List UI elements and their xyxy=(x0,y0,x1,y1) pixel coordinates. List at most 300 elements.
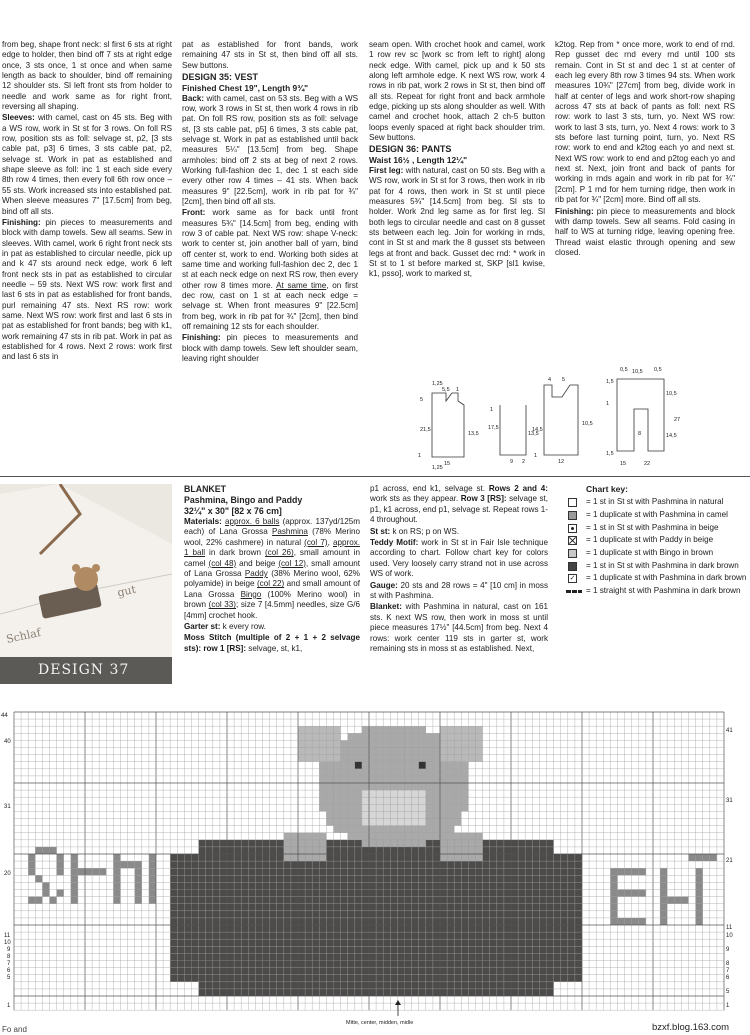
chart-cell-grey xyxy=(397,762,404,769)
chart-cell-dark xyxy=(383,897,390,904)
chart-cell-dark xyxy=(554,925,561,932)
chart-cell-grey xyxy=(355,833,362,840)
chart-cell-dark xyxy=(412,925,419,932)
chart-cell-dark xyxy=(539,975,546,982)
chart-cell-dark xyxy=(511,861,518,868)
design-36-heading: DESIGN 36: PANTS xyxy=(369,144,452,155)
chart-cell-grey xyxy=(440,840,447,847)
chart-cell-grey xyxy=(369,726,376,733)
chart-cell-grey xyxy=(461,755,468,762)
chart-cell-dark xyxy=(539,918,546,925)
chart-cell-dark xyxy=(263,897,270,904)
chart-cell-dark xyxy=(483,890,490,897)
chart-cell-dark xyxy=(192,911,199,918)
chart-cell-dark xyxy=(298,982,305,989)
chart-cell-dark xyxy=(206,982,213,989)
chart-cell-dark xyxy=(497,953,504,960)
chart-cell-dark xyxy=(518,868,525,875)
chart-cell-letter xyxy=(618,918,625,925)
chart-cell-dark xyxy=(383,868,390,875)
chart-cell-dark xyxy=(341,904,348,911)
chart-cell-dark xyxy=(255,989,262,996)
chart-cell-dark xyxy=(547,925,554,932)
chart-cell-dark xyxy=(440,918,447,925)
chart-cell-dark xyxy=(319,911,326,918)
chart-cell-dark xyxy=(412,904,419,911)
chart-cell-dark xyxy=(547,897,554,904)
chart-cell-grey xyxy=(334,811,341,818)
section-divider xyxy=(0,476,750,477)
chart-cell-grey xyxy=(454,811,461,818)
chart-cell-dark xyxy=(405,875,412,882)
chart-cell-dark xyxy=(298,975,305,982)
chart-cell-dark xyxy=(539,854,546,861)
chart-cell-dark xyxy=(539,840,546,847)
chart-cell-grey xyxy=(334,740,341,747)
chart-cell-grey xyxy=(383,826,390,833)
chart-cell-dark xyxy=(454,946,461,953)
chart-cell-dark xyxy=(355,975,362,982)
chart-cell-dark xyxy=(518,946,525,953)
chart-cell-light xyxy=(362,797,369,804)
chart-cell-grey xyxy=(319,847,326,854)
chart-cell-dark xyxy=(419,961,426,968)
chart-cell-grey xyxy=(440,740,447,747)
chart-cell-dark xyxy=(291,861,298,868)
chart-cell-light xyxy=(390,790,397,797)
chart-cell-dark xyxy=(369,847,376,854)
chart-cell-dark xyxy=(405,854,412,861)
chart-cell-dark xyxy=(376,975,383,982)
chart-cell-dark xyxy=(220,975,227,982)
chart-key xyxy=(566,484,750,684)
chart-cell-dark xyxy=(234,961,241,968)
chart-cell-dark xyxy=(490,953,497,960)
chart-cell-letter xyxy=(113,854,120,861)
grey-square-icon xyxy=(568,511,577,520)
chart-cell-dark xyxy=(532,918,539,925)
chart-cell-dark xyxy=(504,904,511,911)
chart-cell-dark xyxy=(412,868,419,875)
chart-cell-dark xyxy=(433,939,440,946)
chart-cell-dark xyxy=(532,968,539,975)
chart-cell-grey xyxy=(326,797,333,804)
chart-cell-dark xyxy=(255,904,262,911)
chart-cell-dark xyxy=(362,882,369,889)
chart-cell-dark xyxy=(348,868,355,875)
chart-cell-dark xyxy=(518,861,525,868)
chart-cell-dark xyxy=(490,847,497,854)
chart-cell-dark xyxy=(461,932,468,939)
chart-cell-dark xyxy=(497,968,504,975)
chart-cell-dark xyxy=(334,897,341,904)
chart-cell-grey xyxy=(461,854,468,861)
chart-cell-dark xyxy=(490,840,497,847)
chart-cell-grey xyxy=(291,847,298,854)
chart-cell-dark xyxy=(575,925,582,932)
chart-cell-letter xyxy=(71,890,78,897)
chart-cell-grey xyxy=(447,769,454,776)
chart-cell-dark xyxy=(426,968,433,975)
chart-cell-dark xyxy=(561,911,568,918)
chart-cell-dark xyxy=(170,946,177,953)
chart-cell-dark xyxy=(419,890,426,897)
chart-cell-dark xyxy=(263,868,270,875)
chart-cell-dark xyxy=(454,982,461,989)
chart-cell-dark xyxy=(355,904,362,911)
chart-cell-dark xyxy=(348,875,355,882)
chart-cell-dark xyxy=(554,961,561,968)
chart-cell-dark xyxy=(177,946,184,953)
chart-cell-dark xyxy=(511,854,518,861)
chart-cell-letter xyxy=(660,904,667,911)
chart-cell-dark xyxy=(511,953,518,960)
chart-cell-grey xyxy=(362,769,369,776)
chart-cell-grey xyxy=(412,776,419,783)
chart-cell-dark xyxy=(497,904,504,911)
chart-cell-dark xyxy=(305,982,312,989)
chart-cell-grey xyxy=(447,762,454,769)
chart-cell-dark xyxy=(518,953,525,960)
chart-cell-dark xyxy=(468,953,475,960)
chart-cell-dark xyxy=(532,854,539,861)
chart-cell-grey xyxy=(440,762,447,769)
chart-cell-dark xyxy=(348,975,355,982)
chart-cell-dark xyxy=(298,890,305,897)
chart-cell-dark xyxy=(561,854,568,861)
chart-cell-dark xyxy=(284,897,291,904)
chart-cell-light xyxy=(369,804,376,811)
chart-cell-grey xyxy=(440,847,447,854)
chart-cell-dark xyxy=(504,939,511,946)
chart-cell-dark xyxy=(476,925,483,932)
chart-cell-dark xyxy=(483,975,490,982)
chart-cell-letter xyxy=(632,918,639,925)
chart-cell-dark xyxy=(390,939,397,946)
chart-cell-dark xyxy=(397,918,404,925)
chart-key-title: Chart key: xyxy=(586,484,629,494)
chart-cell-dark xyxy=(390,918,397,925)
chart-cell-grey xyxy=(305,740,312,747)
chart-cell-grey xyxy=(433,769,440,776)
chart-cell-dark xyxy=(277,925,284,932)
chart-cell-dark xyxy=(341,847,348,854)
chart-cell-dark xyxy=(468,982,475,989)
chart-cell-grey xyxy=(312,840,319,847)
row-label-left: 7 xyxy=(7,961,11,967)
chart-cell-dark xyxy=(547,875,554,882)
chart-cell-dark xyxy=(199,946,206,953)
chart-cell-dark xyxy=(483,854,490,861)
chart-cell-dark xyxy=(184,890,191,897)
paragraph: from beg, shape front neck: sl first 6 sts at right edge to holder, then bind off 7 sts at right edge once, 3 sts once, 1 st once and when same length as back to shoulder, bind off remaining 12 shoulder sts. Sl left front sts from holder to needle and work same as for right front, reversing all shaping. xyxy=(2,40,172,112)
chart-cell-dark xyxy=(525,897,532,904)
chart-cell-dark xyxy=(539,904,546,911)
chart-cell-dark xyxy=(419,904,426,911)
chart-cell-grey xyxy=(334,776,341,783)
chart-cell-dark xyxy=(554,854,561,861)
chart-cell-grey xyxy=(461,726,468,733)
dim-label: 17,5 xyxy=(488,425,499,431)
chart-cell-dark xyxy=(397,875,404,882)
materials-paragraph: Materials: approx. 6 balls (approx. 137yd/125m each) of Lana Grossa Pashmina (78% Merino wool, 22% cashmere) in natural (col 7), approx. 1 ball in dark brown (col 26), small amount in camel (col 48) and beige (col 12), small amount of Lana Grossa Paddy (38% Merino wool, 62% polyamide) in beige (col 22) and small amount of Lana Grossa Bingo (100% Merino wool) in brown (col 33); size 7 [4.5mm] needles, size G/6 [4mm] crochet hook. xyxy=(184,517,360,620)
cross-square-icon xyxy=(568,536,577,545)
chart-cell-dark xyxy=(184,882,191,889)
dim-label: 1,5 xyxy=(606,379,614,385)
chart-cell-dark xyxy=(305,968,312,975)
chart-cell-grey xyxy=(426,733,433,740)
chart-cell-dark xyxy=(369,925,376,932)
chart-cell-dark xyxy=(341,911,348,918)
chart-cell-dark xyxy=(390,882,397,889)
chart-cell-dark xyxy=(454,925,461,932)
chart-cell-dark xyxy=(511,932,518,939)
chart-cell-dark xyxy=(305,868,312,875)
chart-cell-dark xyxy=(341,939,348,946)
chart-cell-dark xyxy=(412,975,419,982)
chart-cell-dark xyxy=(263,925,270,932)
watermark: bzxf.blog.163.com xyxy=(652,1022,730,1033)
chart-cell-dark xyxy=(319,953,326,960)
chart-cell-grey xyxy=(326,783,333,790)
chart-cell-dark xyxy=(511,868,518,875)
chart-cell-dark xyxy=(192,968,199,975)
chart-cell-letter xyxy=(639,890,646,897)
chart-cell-dark xyxy=(241,840,248,847)
chart-cell-light xyxy=(405,797,412,804)
chart-cell-dark xyxy=(497,861,504,868)
chart-cell-grey xyxy=(447,797,454,804)
chart-cell-letter xyxy=(625,868,632,875)
chart-cell-dark xyxy=(255,854,262,861)
chart-cell-dark xyxy=(177,975,184,982)
chart-cell-dark xyxy=(412,946,419,953)
chart-cell-dark xyxy=(355,840,362,847)
chart-cell-dark xyxy=(532,868,539,875)
chart-cell-dark xyxy=(383,975,390,982)
chart-cell-dark xyxy=(220,868,227,875)
chart-cell-dark xyxy=(575,890,582,897)
chart-cell-grey xyxy=(461,833,468,840)
chart-cell-dark xyxy=(532,897,539,904)
chart-cell-dark xyxy=(454,968,461,975)
chart-cell-dark xyxy=(426,932,433,939)
chart-cell-grey xyxy=(397,833,404,840)
chart-cell-dark xyxy=(348,840,355,847)
chart-cell-dark xyxy=(419,939,426,946)
chart-cell-grey xyxy=(390,783,397,790)
chart-cell-dark xyxy=(561,932,568,939)
chart-cell-dark xyxy=(241,854,248,861)
chart-cell-grey xyxy=(319,755,326,762)
chart-cell-dark xyxy=(518,897,525,904)
chart-cell-dark xyxy=(227,854,234,861)
chart-cell-dark xyxy=(568,868,575,875)
chart-cell-grey xyxy=(334,726,341,733)
chart-cell-dark xyxy=(227,861,234,868)
paragraph: Finishing: pin pieces to measurements and block with damp towels. Sew all seams. Sew in sleeves. With camel, work 6 right front neck sts in pat as established to circular needle, pick up and k 47 sts around neck edge, work 6 left front neck sts in pat as established to circular needle – 59 sts. Next WS row: work first and last 6 sts in pat as established for front bands, purl remaining 47 sts. Next RS row: work same. Next WS row: work first and last 6 sts in pat as established for front bands; beg with k1, work remaining 47 sts in rib pat. Work in pat as established for 4 rows. Next 2 rows: work first and last 6 sts in xyxy=(2,217,172,362)
chart-cell-dark xyxy=(547,968,554,975)
chart-cell-dark xyxy=(575,953,582,960)
chart-cell-grey xyxy=(305,733,312,740)
chart-cell-dark xyxy=(490,939,497,946)
chart-cell-grey xyxy=(390,769,397,776)
chart-cell-dark xyxy=(326,946,333,953)
chart-cell-grey xyxy=(440,776,447,783)
chart-cell-dark xyxy=(291,911,298,918)
chart-cell-dark xyxy=(170,861,177,868)
chart-cell-dark xyxy=(433,946,440,953)
check-square-icon: ✓ xyxy=(569,575,576,583)
chart-cell-letter xyxy=(149,868,156,875)
chart-cell-dark xyxy=(447,968,454,975)
chart-cell-grey xyxy=(454,762,461,769)
chart-cell-dark xyxy=(192,918,199,925)
dim-label: 5 xyxy=(420,397,424,403)
chart-cell-dark xyxy=(433,953,440,960)
chart-cell-grey xyxy=(433,804,440,811)
chart-cell-dark xyxy=(255,932,262,939)
chart-cell-dark xyxy=(539,861,546,868)
chart-cell-dark xyxy=(319,961,326,968)
chart-cell-letter xyxy=(696,897,703,904)
chart-cell-grey xyxy=(405,833,412,840)
chart-cell-letter xyxy=(674,897,681,904)
chart-cell-dark xyxy=(298,968,305,975)
chart-cell-light xyxy=(376,790,383,797)
chart-cell-dark xyxy=(206,868,213,875)
chart-cell-dark xyxy=(532,939,539,946)
chart-cell-dark xyxy=(397,882,404,889)
chart-cell-grey xyxy=(412,733,419,740)
chart-cell-dark xyxy=(362,847,369,854)
chart-cell-dark xyxy=(199,925,206,932)
chart-cell-dark xyxy=(433,854,440,861)
garter-paragraph: Garter st: k every row. xyxy=(184,622,266,632)
chart-cell-dark xyxy=(206,911,213,918)
chart-cell-dark xyxy=(476,961,483,968)
chart-cell-dark xyxy=(277,861,284,868)
chart-cell-letter xyxy=(71,875,78,882)
chart-cell-dark xyxy=(483,875,490,882)
chart-cell-dark xyxy=(270,847,277,854)
chart-cell-dark xyxy=(433,925,440,932)
chart-cell-grey xyxy=(426,740,433,747)
chart-cell-dark xyxy=(177,918,184,925)
chart-cell-dark xyxy=(277,918,284,925)
chart-cell-dark xyxy=(397,854,404,861)
chart-cell-dark xyxy=(419,946,426,953)
chart-cell-dark xyxy=(348,946,355,953)
dim-label: 21,5 xyxy=(420,427,431,433)
chart-cell-dark xyxy=(483,939,490,946)
chart-cell-dark xyxy=(341,868,348,875)
chart-cell-dark xyxy=(312,875,319,882)
chart-cell-dark xyxy=(234,911,241,918)
chart-cell-dark xyxy=(504,854,511,861)
chart-cell-dark xyxy=(426,953,433,960)
chart-cell-dark xyxy=(461,961,468,968)
chart-cell-dark xyxy=(291,882,298,889)
chart-cell-dark xyxy=(348,939,355,946)
chart-cell-grey xyxy=(305,840,312,847)
chart-cell-dark xyxy=(213,925,220,932)
chart-cell-dark xyxy=(518,968,525,975)
chart-cell-grey xyxy=(447,840,454,847)
dot-square-icon xyxy=(568,524,577,533)
chart-cell-dark xyxy=(504,989,511,996)
chart-cell-dark xyxy=(412,932,419,939)
chart-cell-dark xyxy=(199,918,206,925)
chart-cell-dark xyxy=(568,961,575,968)
center-arrowhead-icon xyxy=(395,1000,401,1005)
chart-cell-dark xyxy=(277,975,284,982)
chart-cell-dark xyxy=(255,911,262,918)
chart-cell-letter xyxy=(696,854,703,861)
chart-cell-grey xyxy=(454,748,461,755)
chart-cell-grey xyxy=(468,833,475,840)
chart-cell-dark xyxy=(476,982,483,989)
chart-cell-dark xyxy=(547,911,554,918)
chart-cell-grey xyxy=(312,847,319,854)
chart-cell-dark xyxy=(511,840,518,847)
straight-stitch-line-icon xyxy=(566,590,582,593)
chart-cell-dark xyxy=(454,932,461,939)
chart-cell-light xyxy=(405,790,412,797)
row-label-left: 8 xyxy=(7,954,11,960)
chart-cell-grey xyxy=(476,748,483,755)
chart-cell-dark xyxy=(376,890,383,897)
chart-cell-light xyxy=(405,804,412,811)
chart-cell-grey xyxy=(383,733,390,740)
chart-cell-dark xyxy=(341,925,348,932)
chart-cell-dark xyxy=(376,904,383,911)
chart-cell-dark xyxy=(454,953,461,960)
chart-cell-grey xyxy=(348,833,355,840)
chart-cell-letter xyxy=(610,904,617,911)
chart-cell-dark xyxy=(547,854,554,861)
chart-cell-dark xyxy=(334,854,341,861)
chart-cell-letter xyxy=(610,911,617,918)
chart-cell-dark xyxy=(390,861,397,868)
chart-cell-dark xyxy=(284,932,291,939)
chart-cell-dark xyxy=(369,890,376,897)
chart-cell-grey xyxy=(355,797,362,804)
chart-cell-dark xyxy=(476,875,483,882)
chart-cell-dark xyxy=(213,961,220,968)
chart-cell-dark xyxy=(504,982,511,989)
chart-cell-dark xyxy=(490,968,497,975)
chart-cell-dark xyxy=(397,939,404,946)
chart-cell-dark xyxy=(547,847,554,854)
row-label-left: 10 xyxy=(4,940,11,946)
dim-label: 0,5 xyxy=(620,367,628,373)
chart-cell-dark xyxy=(362,946,369,953)
chart-cell-dark xyxy=(220,953,227,960)
dim-label: 13,5 xyxy=(528,431,539,437)
chart-cell-dark xyxy=(419,968,426,975)
chart-cell-grey xyxy=(440,811,447,818)
chart-cell-dark xyxy=(248,897,255,904)
chart-cell-light xyxy=(376,819,383,826)
chart-cell-grey xyxy=(383,755,390,762)
chart-cell-dark xyxy=(263,890,270,897)
chart-cell-grey xyxy=(383,769,390,776)
chart-cell-dark xyxy=(298,897,305,904)
design-35-heading: DESIGN 35: VEST xyxy=(182,72,259,83)
chart-cell-dark xyxy=(184,946,191,953)
chart-cell-dark xyxy=(284,904,291,911)
